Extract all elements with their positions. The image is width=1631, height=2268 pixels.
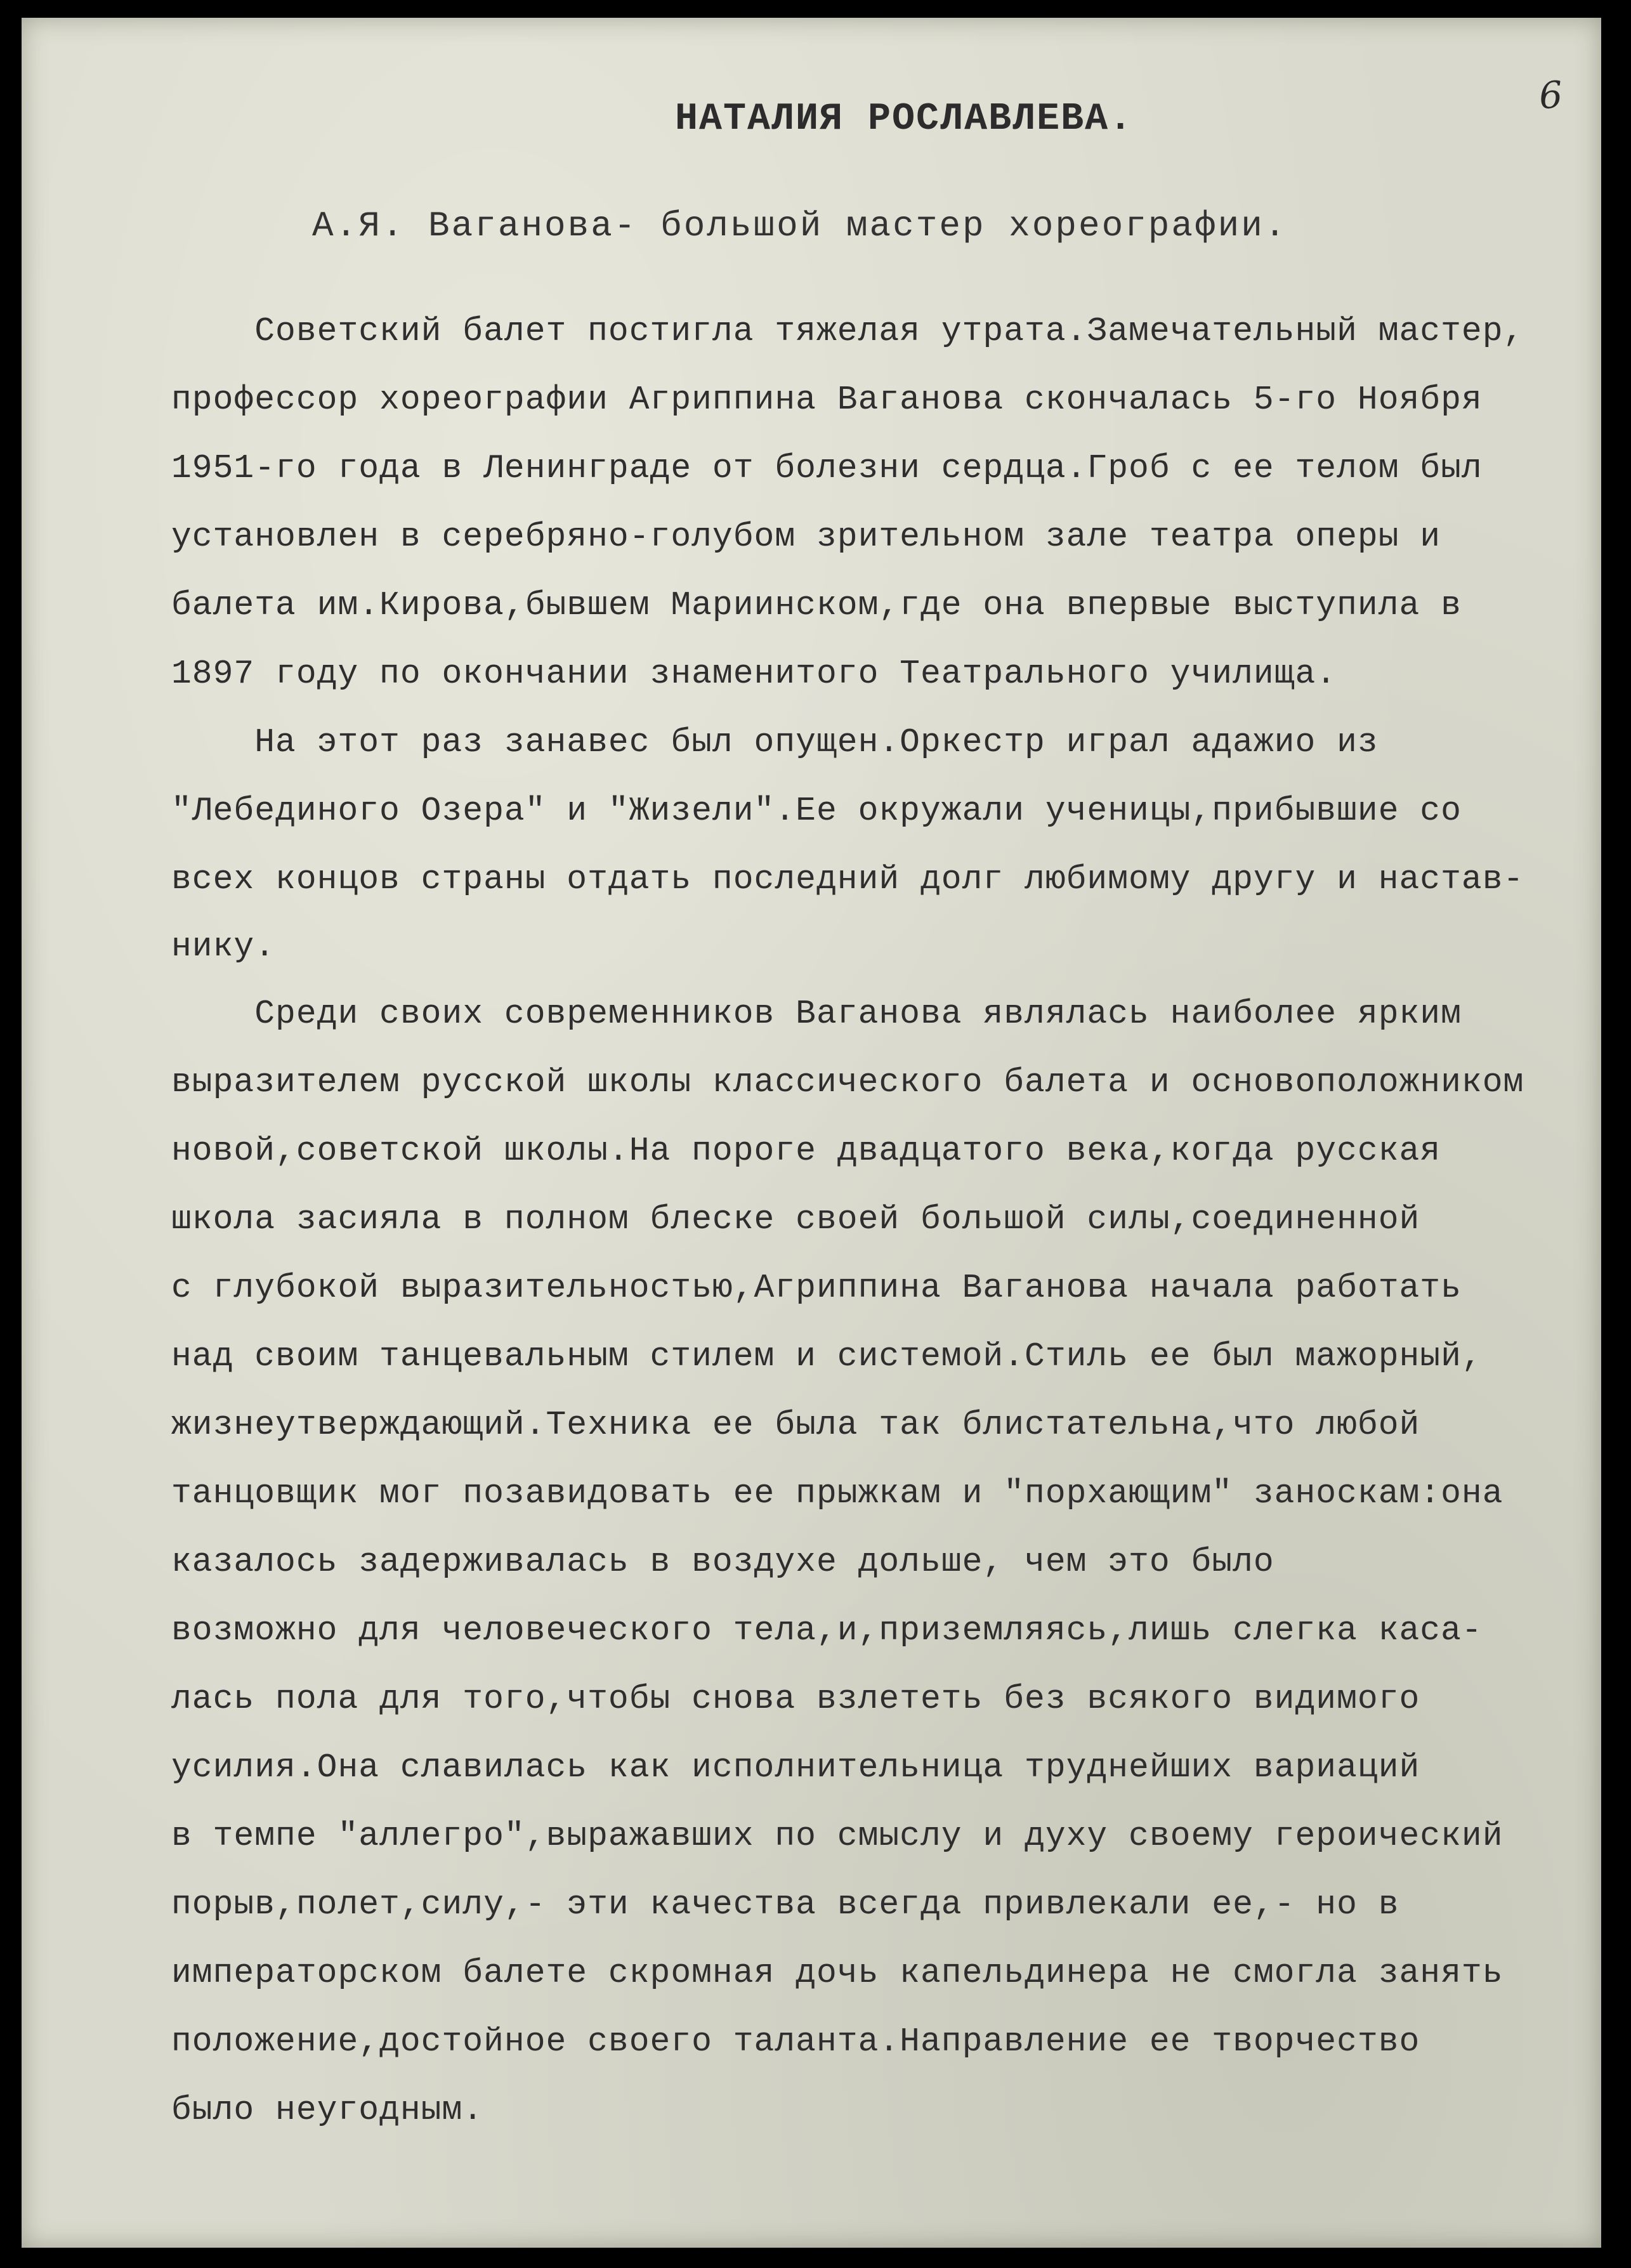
- text-line: балета им.Кирова,бывшем Мариинском,где она впервые выступила в: [171, 586, 1462, 624]
- text-line: было неугодным.: [171, 2091, 484, 2129]
- text-line: выразителем русской школы классического балета и основоположником: [171, 1063, 1524, 1101]
- text-line: императорском балете скромная дочь капельдинера не смогла занять: [171, 1954, 1503, 1992]
- author-name: [675, 98, 1133, 141]
- author-name-text: НАТАЛИЯ РОСЛАВЛЕВА.: [675, 98, 1134, 141]
- text-line: Советский балет постигла тяжелая утрата.Замечательный мастер,: [171, 312, 1524, 350]
- text-line: Среди своих современников Ваганова являлась наиболее ярким: [171, 995, 1462, 1033]
- text-line: нику.: [171, 928, 276, 966]
- body-text: [171, 297, 1554, 2144]
- text-line: лась пола для того,чтобы снова взлететь без всякого видимого: [171, 1680, 1420, 1718]
- text-line: 1951-го года в Ленинграде от болезни сердца.Гроб с ее телом был: [171, 449, 1483, 487]
- text-line: над своим танцевальным стилем и системой.Стиль ее был мажорный,: [171, 1337, 1483, 1375]
- article-title: А.Я. Ваганова- большой мастер хореографии.: [312, 206, 1288, 246]
- text-line: усилия.Она славилась как исполнительница труднейших вариаций: [171, 1748, 1420, 1786]
- text-line: казалось задерживалась в воздухе дольше, чем это было: [171, 1543, 1274, 1581]
- text-line: жизнеутверждающий.Техника ее была так блистательна,что любой: [171, 1406, 1420, 1444]
- text-line: всех концов страны отдать последний долг любимому другу и настав-: [171, 860, 1524, 898]
- page-number: 6: [1537, 72, 1564, 118]
- text-line: положение,достойное своего таланта.Направление ее творчество: [171, 2022, 1420, 2061]
- text-line: профессор хореографии Агриппина Ваганова скончалась 5-го Ноября: [171, 381, 1483, 419]
- text-line: порыв,полет,силу,- эти качества всегда привлекали ее,- но в: [171, 1885, 1399, 1924]
- text-line: школа засияла в полном блеске своей большой силы,соединенной: [171, 1200, 1420, 1238]
- document-page: [22, 18, 1601, 2248]
- text-line: танцовщик мог позавидовать ее прыжкам и "порхающим" заноскам:она: [171, 1474, 1503, 1512]
- text-line: возможно для человеческого тела,и,приземляясь,лишь слегка каса-: [171, 1611, 1483, 1649]
- text-line: установлен в серебряно-голубом зрительном зале театра оперы и: [171, 518, 1441, 556]
- text-line: 1897 году по окончании знаменитого Театрального училища.: [171, 655, 1337, 693]
- text-line: "Лебединого Озера" и "Жизели".Ее окружали ученицы,прибывшие со: [171, 792, 1462, 830]
- text-line: новой,советской школы.На пороге двадцатого века,когда русская: [171, 1132, 1441, 1170]
- text-line: с глубокой выразительностью,Агриппина Ваганова начала работать: [171, 1269, 1462, 1307]
- text-line: в темпе "аллегро",выражавших по смыслу и духу своему героический: [171, 1817, 1503, 1855]
- text-line: На этот раз занавес был опущен.Оркестр играл адажио из: [171, 723, 1379, 761]
